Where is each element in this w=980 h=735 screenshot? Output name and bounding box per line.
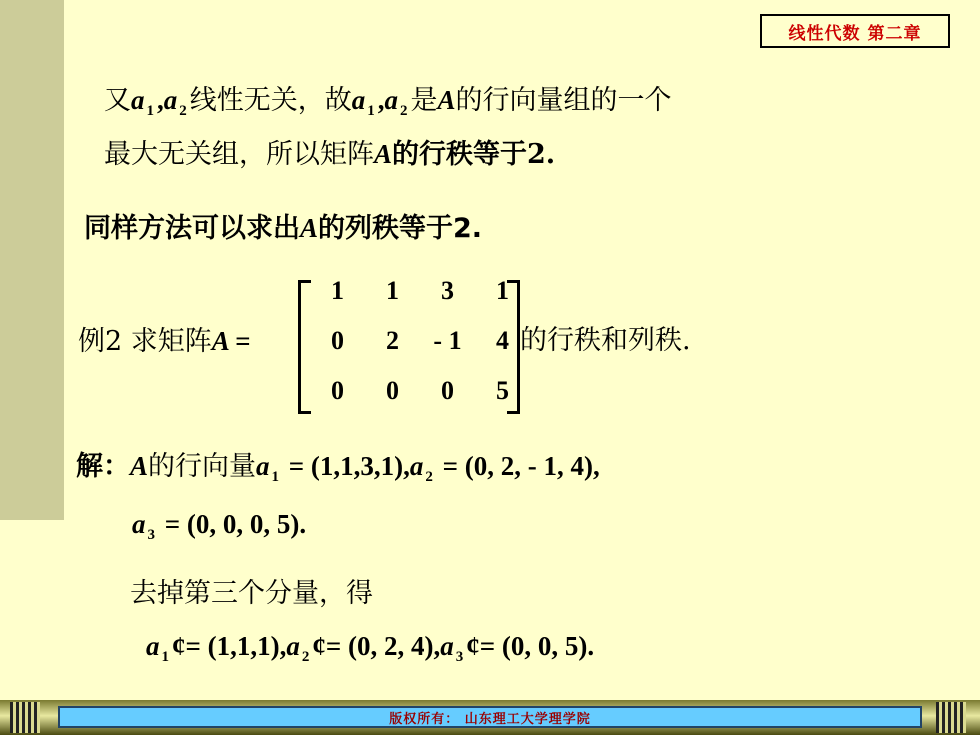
para1-line2: 最大无关组，所以矩阵A的行秩等于2.	[104, 139, 556, 170]
matrix-row-1	[310, 276, 530, 310]
matrix-cell: 4	[496, 326, 509, 355]
matrix-cell: 3	[441, 276, 454, 305]
chapter-tag	[760, 14, 950, 48]
footer-end-right	[936, 702, 966, 733]
matrix-A	[298, 272, 524, 412]
footer-copyright: 版权所有： 山东理工大学理学院	[389, 711, 591, 727]
example-suffix: 的行秩和列秩.	[520, 325, 691, 356]
para1-line1: 又a $_1$ ,a $_2$ 线性无关，故a $_1$ ,a $_2$ 是A的行向量组的一个	[104, 85, 672, 119]
solution-label: 解：	[76, 451, 130, 482]
example-label: 例2 求矩阵A =	[78, 326, 251, 357]
footer-copyright-box	[58, 706, 922, 728]
side-bar	[0, 0, 64, 520]
matrix-cell: 1	[496, 276, 509, 305]
result-line: a $_1$ ¢= (1,1,1),a $_2$ ¢= (0, 2, 4),a $_3$ ¢= (0, 0, 5).	[146, 631, 595, 665]
step-line: 去掉第三个分量，得	[130, 578, 373, 609]
matrix-cell: 2	[386, 326, 399, 355]
solution-line2: a $_3$ = (0, 0, 0, 5).	[132, 509, 307, 543]
matrix-cell: - 1	[433, 326, 462, 355]
matrix-cell: 0	[386, 376, 399, 405]
solution-line1: 解：A的行向量a $_1$ = (1,1,3,1),a $_2$ = (0, 2, - 1, 4),	[76, 451, 600, 485]
matrix-cell: 0	[331, 326, 344, 355]
matrix-cell: 0	[441, 376, 454, 405]
matrix-row-3	[310, 376, 530, 410]
matrix-cell: 1	[331, 276, 344, 305]
matrix-cell: 5	[496, 376, 509, 405]
matrix-cell: 0	[331, 376, 344, 405]
chapter-tag-label: 线性代数 第二章	[788, 23, 922, 44]
matrix-cell: 1	[386, 276, 399, 305]
matrix-row-2	[310, 326, 530, 360]
footer-end-left	[10, 702, 40, 733]
para2-line: 同样方法可以求出A的列秩等于2.	[84, 213, 483, 244]
